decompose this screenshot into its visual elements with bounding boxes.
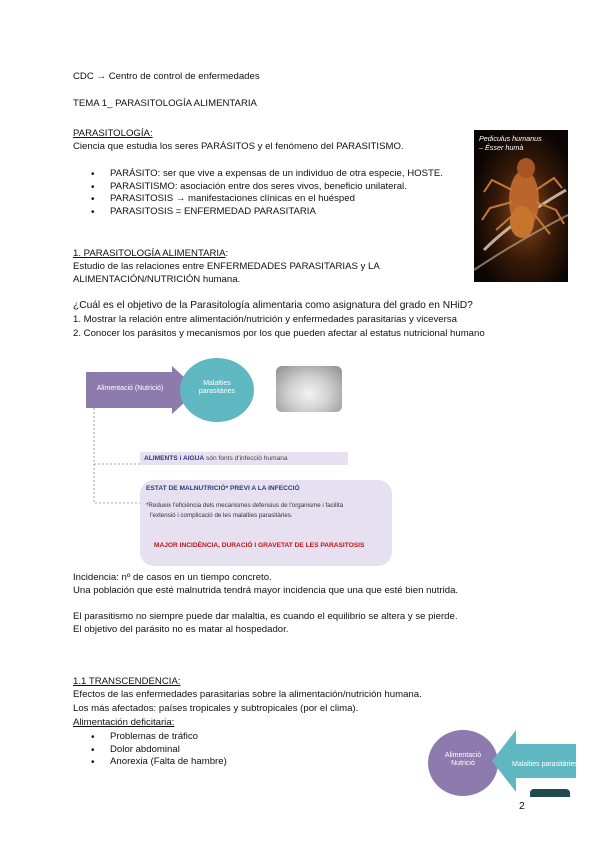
circle-label: Malalties parasitàries	[198, 380, 236, 396]
malnutrition-box-text1: *Redueix l'eficiència dels mecanismes defensius de l'organisme i facilita	[146, 502, 344, 509]
section1-objective2: 2. Conocer los parásitos y mecanismos por los que pueden afectar al estatus nutricional humano	[73, 328, 485, 339]
malnutrition-box-text2: l'extensió i complicació de les malalties parasitàries.	[150, 512, 293, 519]
nutrition-parasitosis-diagram	[86, 358, 416, 573]
list-item: • PARASITOSIS = ENFERMEDAD PARASITARIA	[73, 206, 443, 219]
food-water-bar: ALIMENTS i AIGUA són fonts d'infecció humana	[140, 452, 348, 465]
parasitologia-bullets	[73, 168, 443, 218]
section11-bullets	[73, 731, 227, 769]
section11-line1: Efectos de las enfermedades parasitarias sobre la alimentación/nutrición humana.	[73, 689, 422, 700]
section1-question: ¿Cuál es el objetivo de la Parasitología alimentaria como asignatura del grado en NHiD?	[73, 300, 473, 311]
section11-heading: 1.1 TRANSCENDENCIA:	[73, 676, 181, 687]
section11-line2: Los más afectados: países tropicales y subtropicales (por el clima).	[73, 703, 359, 714]
arrow-label: Alimentació (Nutrició)	[96, 385, 164, 392]
malnutrition-box-highlight: MAJOR INCIDÈNCIA, DURACIÓ I GRAVETAT DE LES PARASITOSIS	[154, 542, 365, 549]
cdc-line: CDC → Centro de control de enfermedades	[73, 71, 260, 82]
louse-photo	[474, 130, 568, 282]
incidence-line1: Incidencia: nº de casos en un tiempo concreto.	[73, 572, 272, 583]
malnutrition-box-title: ESTAT DE MALNUTRICIÓ* PREVI A LA INFECCIÓ	[146, 485, 300, 492]
list-item: • PARÁSITO: ser que vive a expensas de un individuo de otra especie, HOSTE.	[73, 168, 443, 181]
mini-arrow-label: Malalties parasitàries	[512, 761, 578, 768]
parasitologia-heading: PARASITOLOGÍA:	[73, 128, 153, 139]
list-item: • PARASITISMO: asociación entre dos seres vivos, beneficio unilateral.	[73, 181, 443, 194]
incidence-line2: Una población que esté malnutrida tendrá mayor incidencia que una que esté bien nutrida.	[73, 585, 459, 596]
food-photo	[276, 366, 342, 412]
section11-subheading: Alimentación deficitaria:	[73, 717, 175, 728]
list-item: • Anorexia (Falta de hambre)	[73, 756, 227, 769]
page-number: 2	[519, 800, 525, 812]
nutrition-circle-label: Alimentació Nutrició	[444, 752, 482, 768]
incidence-line3: El parasitismo no siempre puede dar malaltia, es cuando el equilibrio se altera y se pierde.	[73, 611, 458, 622]
section1-objective1: 1. Mostrar la relación entre alimentación/nutrición y enfermedades parasitarias y viceversa	[73, 314, 457, 325]
parasitologia-definition: Ciencia que estudia los seres PARÁSITOS y el fenómeno del PARASITISMO.	[73, 141, 404, 152]
section1-desc-line1: Estudio de las relaciones entre ENFERMEDADES PARASITARIAS y LA	[73, 261, 380, 272]
list-item: • PARASITOSIS → manifestaciones clínicas en el huésped	[73, 193, 443, 206]
section1-heading: 1. PARASITOLOGÍA ALIMENTARIA:	[73, 248, 229, 259]
louse-caption-line1: Pediculus humanus	[479, 134, 542, 143]
incidence-line4: El objetivo del parásito no es matar al hospedador.	[73, 624, 289, 635]
section1-desc-line2: ALIMENTACIÓN/NUTRICIÓN humana.	[73, 274, 241, 285]
louse-illustration	[474, 130, 568, 282]
malnutrition-box	[140, 480, 392, 566]
list-item: • Problemas de tráfico	[73, 731, 227, 744]
list-item: • Dolor abdominal	[73, 744, 227, 757]
tema-title: TEMA 1_ PARASITOLOGÍA ALIMENTARIA	[73, 98, 257, 109]
slide-fragment	[530, 789, 570, 797]
louse-caption-line2: – Ésser humà	[479, 143, 524, 152]
